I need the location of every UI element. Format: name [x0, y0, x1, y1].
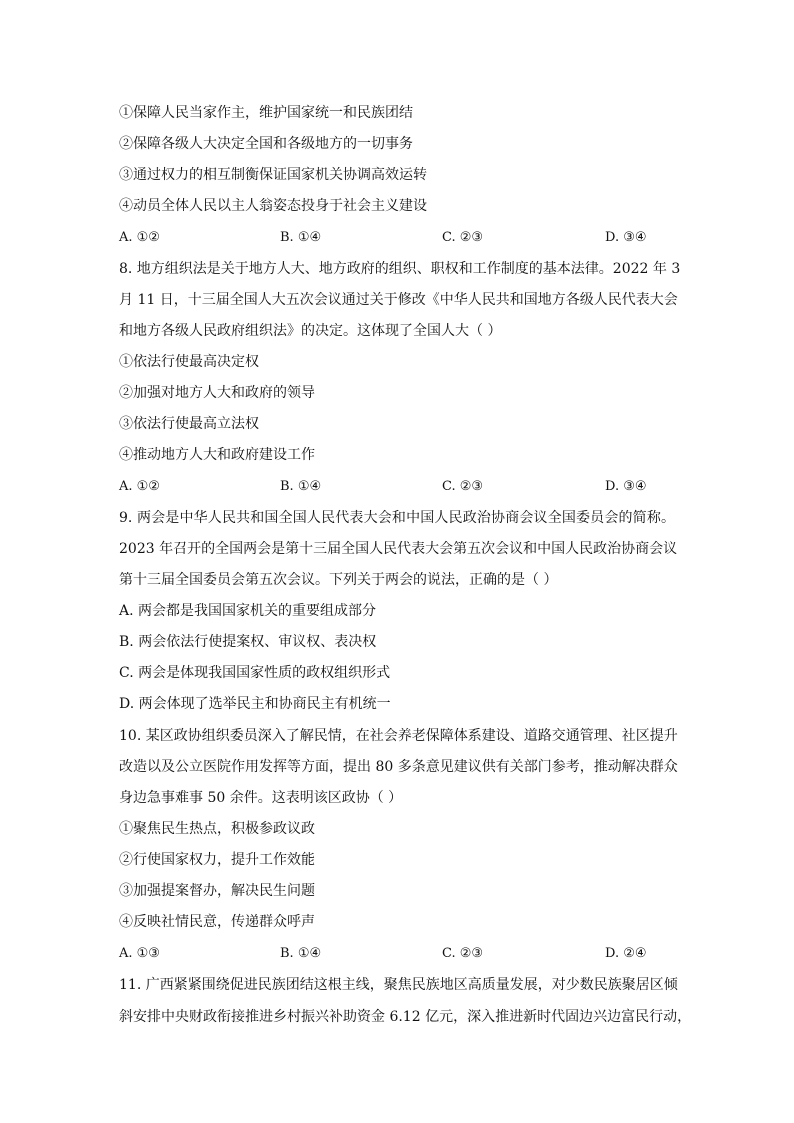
q7-item-2: ②保障各级人大决定全国和各级地方的一切事务	[119, 136, 413, 152]
q8-option-b: B. ①④	[280, 479, 322, 494]
q10-option-a: A. ①③	[119, 946, 160, 961]
q8-item-1: ①依法行使最高决定权	[119, 354, 259, 370]
q9-choice-b: B. 两会依法行使提案权、审议权、表决权	[119, 634, 377, 650]
q8-item-3: ③依法行使最高立法权	[119, 416, 259, 432]
q8-option-d: D. ③④	[605, 479, 647, 494]
q9-choice-c: C. 两会是体现我国国家性质的政权组织形式	[119, 665, 391, 681]
q9-stem-line-1: 9. 两会是中华人民共和国全国人民代表大会和中国人民政治协商会议全国委员会的简称。	[119, 510, 675, 526]
q10-options	[119, 945, 679, 963]
q8-stem-line-3: 和地方各级人民政府组织法》的决定。这体现了全国人大（ ）	[119, 323, 502, 339]
q9-stem-line-2: 2023 年召开的全国两会是第十三届全国人民代表大会第五次会议和中国人民政治协商会议	[119, 541, 678, 557]
q8-options	[119, 478, 679, 496]
q7-item-1: ①保障人民当家作主，维护国家统一和民族团结	[119, 105, 413, 121]
q11-stem-line-1: 11. 广西紧紧围绕促进民族团结这根主线，聚焦民族地区高质量发展，对少数民族聚居区倾	[119, 977, 678, 993]
q11-stem-line-2: 斜安排中央财政衔接推进乡村振兴补助资金 6.12 亿元，深入推进新时代固边兴边富民行动，	[119, 1009, 692, 1025]
q7-option-c: C. ②③	[442, 230, 484, 245]
q10-option-b: B. ①④	[280, 946, 322, 961]
q10-option-d: D. ②④	[605, 946, 647, 961]
q8-option-a: A. ①②	[119, 479, 160, 494]
q10-item-1: ①聚焦民生热点，积极参政议政	[119, 821, 315, 837]
q7-option-d: D. ③④	[605, 230, 647, 245]
q8-item-2: ②加强对地方人大和政府的领导	[119, 385, 315, 401]
q9-choice-d: D. 两会体现了选举民主和协商民主有机统一	[119, 696, 391, 712]
q7-option-a: A. ①②	[119, 230, 160, 245]
q10-stem-line-3: 身边急事难事 50 余件。这表明该区政协（ ）	[119, 790, 403, 806]
q7-option-b: B. ①④	[280, 230, 322, 245]
q7-item-3: ③通过权力的相互制衡保证国家机关协调高效运转	[119, 167, 427, 183]
q10-stem-line-1: 10. 某区政协组织委员深入了解民情，在社会养老保障体系建设、道路交通管理、社区提升	[119, 728, 678, 744]
q10-stem-line-2: 改造以及公立医院作用发挥等方面，提出 80 多条意见建议供有关部门参考，推动解决群众	[119, 759, 678, 775]
q10-option-c: C. ②③	[442, 946, 484, 961]
q7-item-4: ④动员全体人民以主人翁姿态投身于社会主义建设	[119, 198, 427, 214]
q7-options	[119, 229, 679, 247]
q10-item-2: ②行使国家权力，提升工作效能	[119, 852, 315, 868]
q10-item-4: ④反映社情民意，传递群众呼声	[119, 914, 315, 930]
q8-stem-line-1: 8. 地方组织法是关于地方人大、地方政府的组织、职权和工作制度的基本法律。2022 年 3	[119, 261, 681, 277]
q8-stem-line-2: 月 11 日，十三届全国人大五次会议通过关于修改《中华人民共和国地方各级人民代表大会	[119, 292, 678, 308]
q9-choice-a: A. 两会都是我国国家机关的重要组成部分	[119, 603, 377, 619]
q8-item-4: ④推动地方人大和政府建设工作	[119, 447, 315, 463]
q8-option-c: C. ②③	[442, 479, 484, 494]
q10-item-3: ③加强提案督办，解决民生问题	[119, 883, 315, 899]
q9-stem-line-3: 第十三届全国委员会第五次会议。下列关于两会的说法，正确的是（ ）	[119, 572, 558, 588]
